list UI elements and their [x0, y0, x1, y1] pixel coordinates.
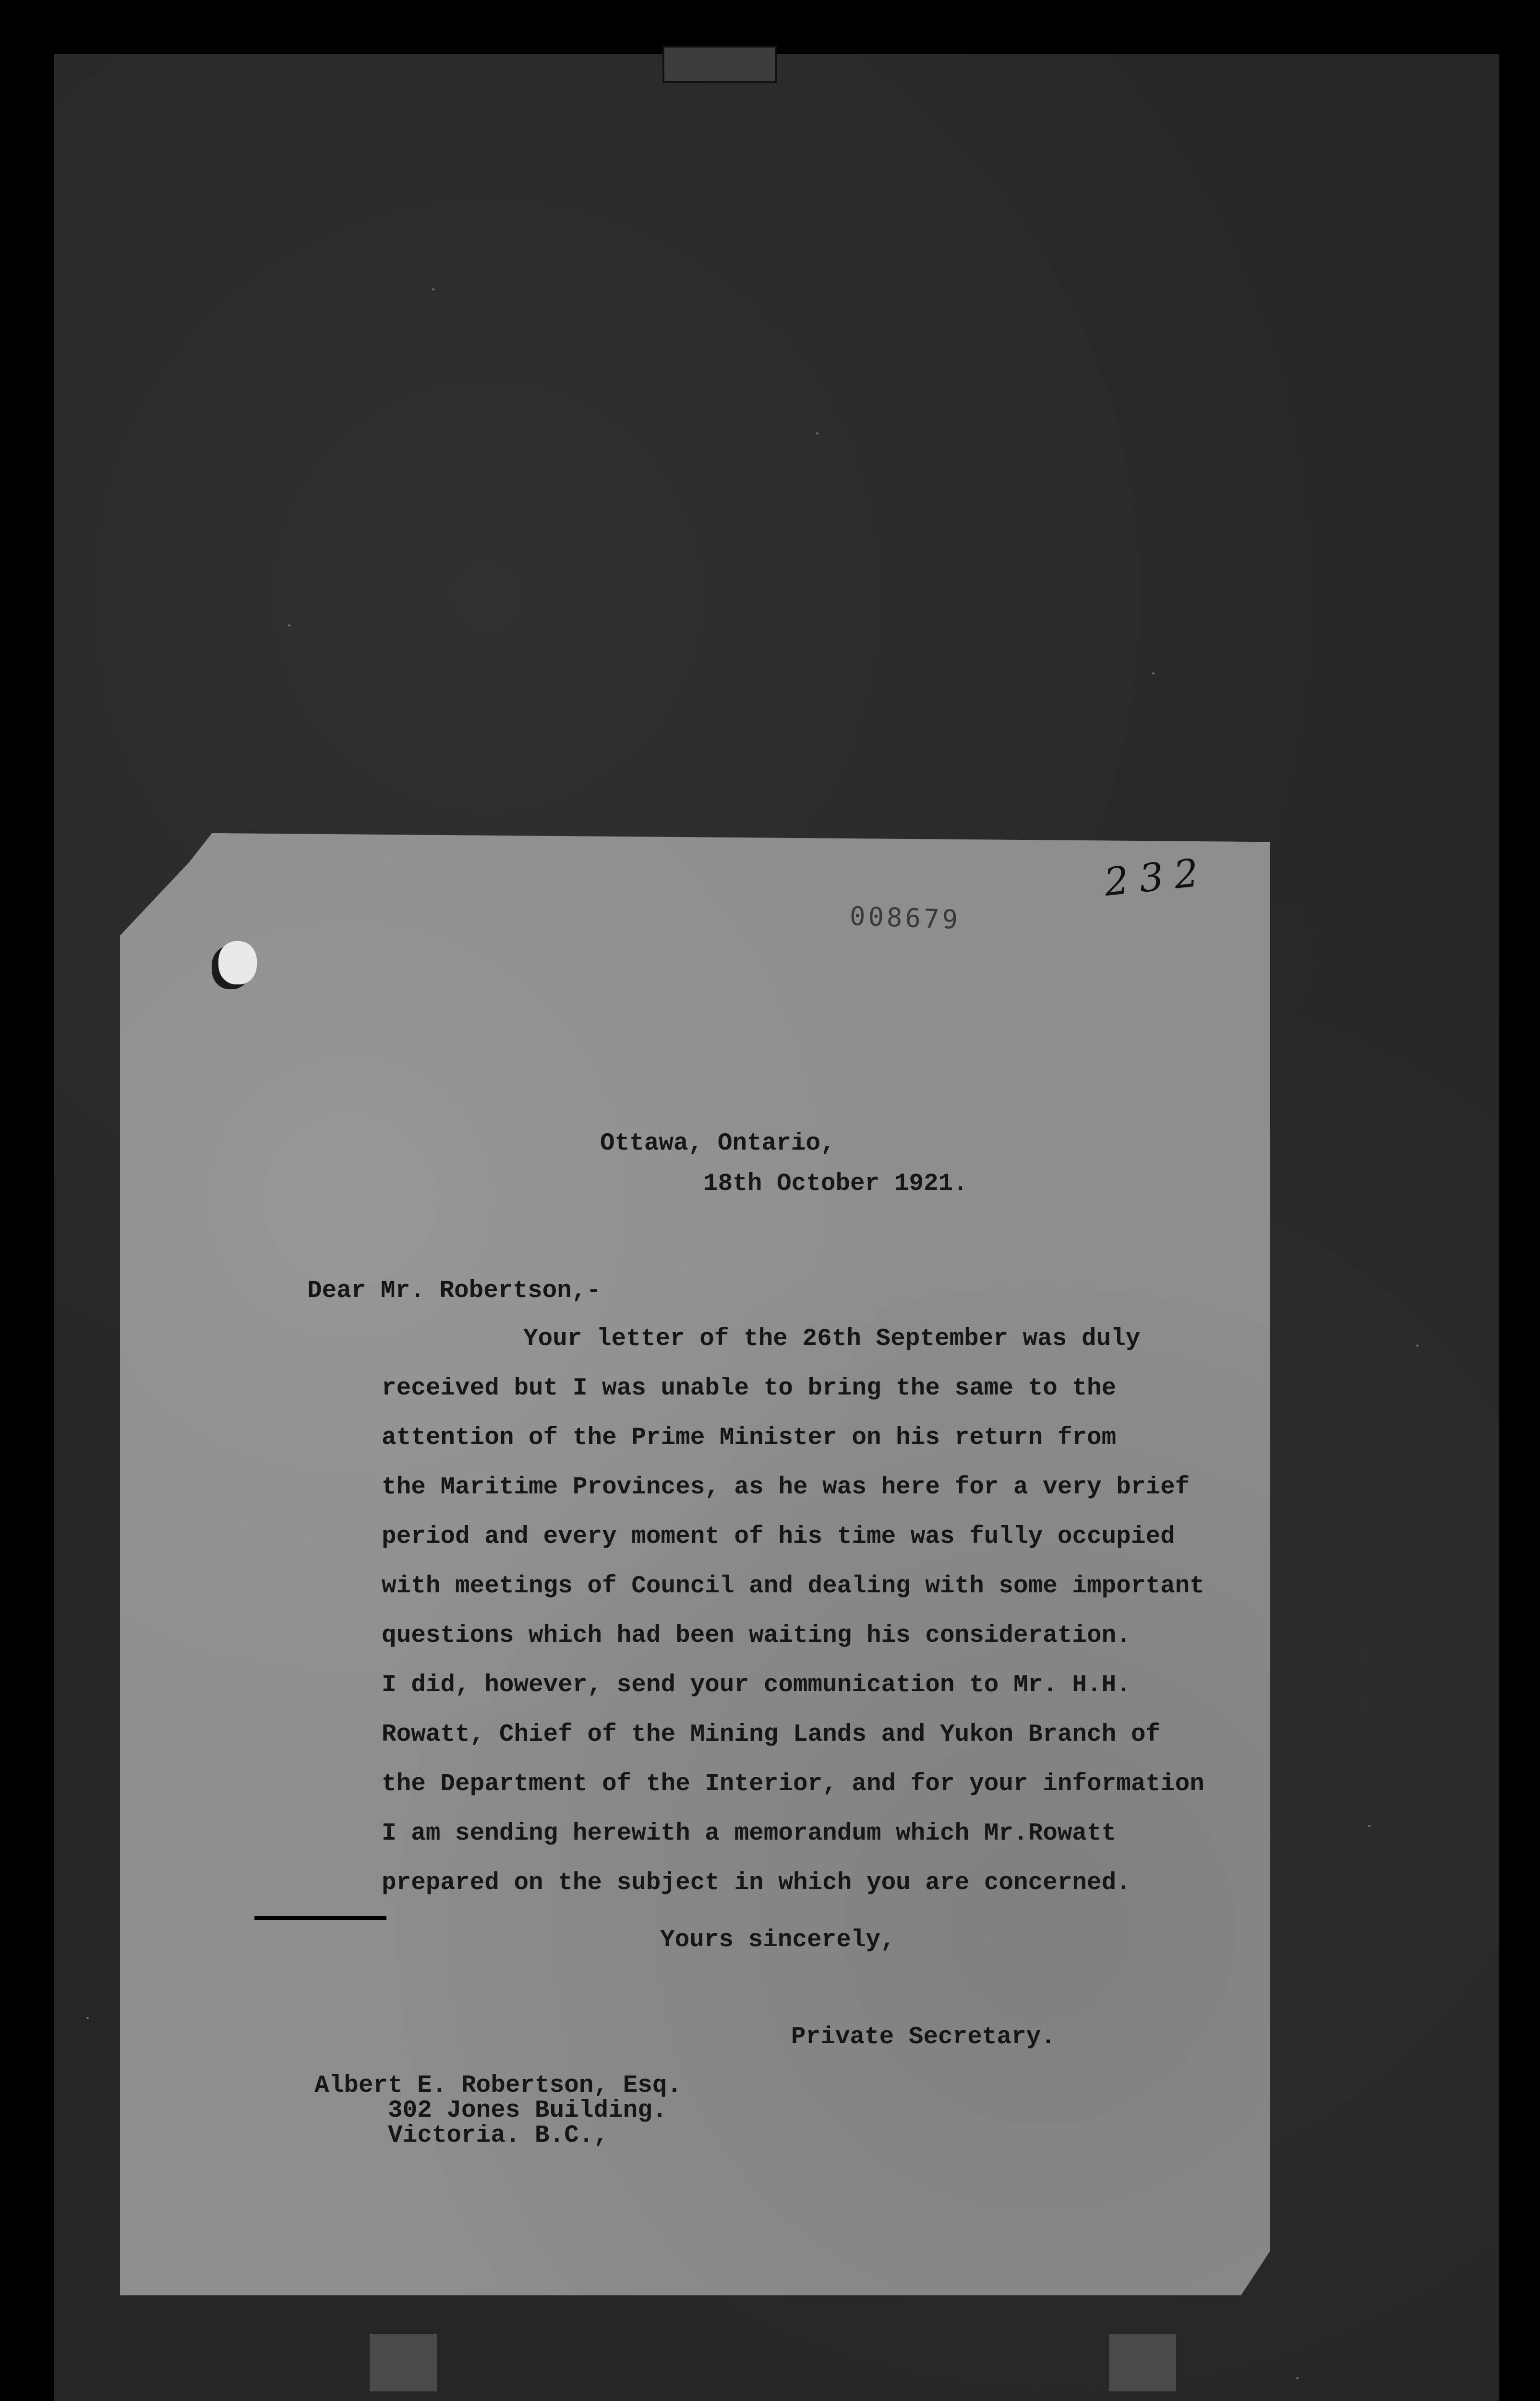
bottom-clip-left: [370, 2334, 437, 2391]
signature-rule: [254, 1916, 386, 1920]
letter-closing: Yours sincerely,: [660, 1927, 895, 1954]
addressee-city: Victoria. B.C.,: [388, 2122, 609, 2149]
letter-salutation: Dear Mr. Robertson,-: [307, 1277, 602, 1305]
letter-body-line: the Maritime Provinces, as he was here for a very brief: [382, 1474, 1190, 1501]
letter-signatory-title: Private Secretary.: [791, 2024, 1056, 2051]
document-stamp-number: 008679: [849, 900, 962, 935]
letter-body-line: with meetings of Council and dealing with some important: [382, 1573, 1204, 1600]
letter-paper: [120, 833, 1270, 2295]
addressee-name: Albert E. Robertson, Esq.: [314, 2072, 682, 2099]
letter-body-line: received but I was unable to bring the same to the: [382, 1375, 1117, 1402]
letter-body-line: the Department of the Interior, and for your information: [382, 1770, 1204, 1798]
letter-place: Ottawa, Ontario,: [600, 1130, 835, 1157]
addressee-street: 302 Jones Building.: [388, 2097, 667, 2124]
handwritten-page-number: 232: [1102, 849, 1211, 905]
letter-body-line: Rowatt, Chief of the Mining Lands and Yukon Branch of: [382, 1721, 1161, 1748]
letter-body-line: prepared on the subject in which you are concerned.: [382, 1869, 1131, 1897]
bottom-clip-right: [1109, 2334, 1176, 2391]
letter-body-line: questions which had been waiting his consideration.: [382, 1622, 1131, 1649]
punch-hole: [218, 941, 257, 984]
letter-body-line: Your letter of the 26th September was duly: [523, 1325, 1141, 1353]
letter-body-line: attention of the Prime Minister on his return from: [382, 1424, 1117, 1452]
letter-body-line: I did, however, send your communication to Mr. H.H.: [382, 1672, 1131, 1699]
top-clip: [662, 46, 777, 83]
letter-date: 18th October 1921.: [703, 1170, 968, 1198]
letter-body-line: period and every moment of his time was fully occupied: [382, 1523, 1175, 1551]
letter-body-line: I am sending herewith a memorandum which Mr.Rowatt: [382, 1820, 1117, 1847]
